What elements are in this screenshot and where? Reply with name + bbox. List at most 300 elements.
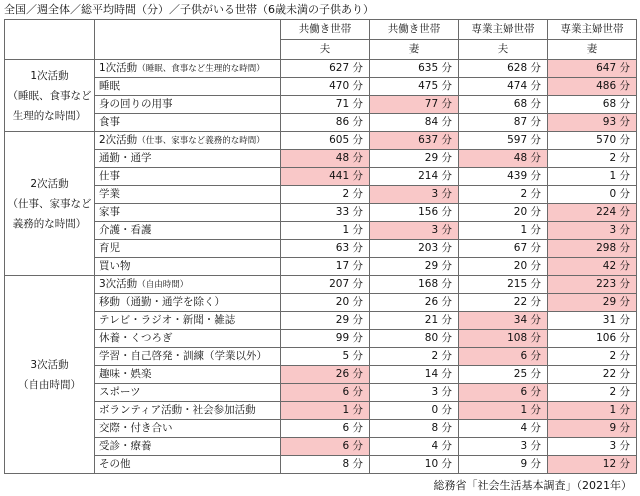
value-number: 6: [342, 386, 350, 398]
row-label-text: 身の回りの用事: [99, 98, 173, 110]
table-row: [5, 114, 637, 132]
value-cell: [370, 258, 459, 276]
row-label: [95, 78, 281, 96]
header-row-1: [5, 20, 637, 40]
value-number: 63: [335, 242, 350, 254]
value-cell: [370, 96, 459, 114]
value-cell: [281, 96, 370, 114]
value-cell: [548, 456, 637, 474]
value-unit: 分: [441, 386, 452, 398]
value-unit: 分: [530, 440, 541, 452]
value-number: 42: [602, 260, 617, 272]
group-label: [5, 276, 95, 474]
value-cell: [459, 186, 548, 204]
table-row: [5, 384, 637, 402]
value-number: 1: [520, 224, 528, 236]
value-cell: [370, 240, 459, 258]
value-unit: 分: [530, 188, 541, 200]
group-label-line: （仕事、家事など: [7, 197, 92, 210]
value-unit: 分: [352, 170, 363, 182]
value-unit: 分: [530, 350, 541, 362]
col-header-2-bottom: 妻: [370, 40, 459, 60]
row-label-note: （仕事、家事など義務的な時間）: [137, 135, 265, 146]
value-unit: 分: [352, 332, 363, 344]
row-label-text: 介護・看護: [99, 224, 152, 236]
value-unit: 分: [619, 440, 630, 452]
value-unit: 分: [441, 224, 452, 236]
row-label: [95, 456, 281, 474]
row-label: [95, 168, 281, 186]
value-cell: [370, 276, 459, 294]
table-row: [5, 330, 637, 348]
value-unit: 分: [441, 296, 452, 308]
value-cell: [370, 348, 459, 366]
value-unit: 分: [619, 332, 630, 344]
value-number: 6: [342, 422, 350, 434]
row-label: [95, 96, 281, 114]
value-number: 439: [507, 170, 528, 182]
table-row: [5, 312, 637, 330]
table-body: [5, 20, 637, 474]
value-number: 0: [609, 188, 617, 200]
value-cell: [459, 114, 548, 132]
col-header-4-top: 専業主婦世帯: [548, 20, 637, 40]
value-number: 605: [329, 134, 350, 146]
value-unit: 分: [530, 98, 541, 110]
value-cell: [370, 78, 459, 96]
value-number: 1: [609, 404, 617, 416]
value-unit: 分: [441, 404, 452, 416]
value-unit: 分: [441, 98, 452, 110]
value-unit: 分: [352, 314, 363, 326]
value-cell: [370, 186, 459, 204]
value-cell: [459, 348, 548, 366]
value-cell: [370, 132, 459, 150]
value-unit: 分: [619, 296, 630, 308]
value-cell: [548, 348, 637, 366]
value-unit: 分: [441, 206, 452, 218]
row-label-text: 休養・くつろぎ: [99, 332, 173, 344]
value-cell: [459, 312, 548, 330]
value-number: 84: [424, 116, 439, 128]
value-number: 3: [609, 440, 617, 452]
value-cell: [459, 384, 548, 402]
value-number: 108: [507, 332, 528, 344]
value-unit: 分: [530, 386, 541, 398]
value-number: 224: [596, 206, 617, 218]
value-cell: [548, 330, 637, 348]
row-label: [95, 438, 281, 456]
row-label: [95, 132, 281, 150]
table-row: [5, 438, 637, 456]
value-cell: [281, 276, 370, 294]
row-label: [95, 402, 281, 420]
value-unit: 分: [441, 278, 452, 290]
row-label-text: テレビ・ラジオ・新聞・雑誌: [99, 314, 236, 326]
value-cell: [459, 150, 548, 168]
value-cell: [281, 366, 370, 384]
value-number: 628: [507, 62, 528, 74]
value-number: 9: [609, 422, 617, 434]
value-unit: 分: [619, 278, 630, 290]
value-cell: [459, 420, 548, 438]
value-unit: 分: [441, 314, 452, 326]
table-row: [5, 366, 637, 384]
value-cell: [459, 258, 548, 276]
row-label-text: 買い物: [99, 260, 131, 272]
value-unit: 分: [530, 134, 541, 146]
header-item: [95, 20, 281, 60]
value-unit: 分: [619, 134, 630, 146]
value-cell: [548, 384, 637, 402]
table-row: [5, 258, 637, 276]
value-number: 2: [609, 350, 617, 362]
value-number: 156: [418, 206, 439, 218]
value-unit: 分: [530, 260, 541, 272]
value-unit: 分: [530, 116, 541, 128]
table-row: [5, 78, 637, 96]
value-number: 68: [602, 98, 617, 110]
value-unit: 分: [619, 314, 630, 326]
group-label-line: 3次活動: [30, 358, 69, 371]
value-unit: 分: [619, 404, 630, 416]
value-cell: [459, 330, 548, 348]
value-cell: [459, 96, 548, 114]
value-number: 2: [520, 188, 528, 200]
value-number: 80: [424, 332, 439, 344]
value-unit: 分: [441, 422, 452, 434]
value-cell: [459, 78, 548, 96]
value-number: 48: [335, 152, 350, 164]
value-unit: 分: [619, 368, 630, 380]
value-cell: [370, 330, 459, 348]
value-cell: [370, 420, 459, 438]
value-number: 215: [507, 278, 528, 290]
value-unit: 分: [441, 242, 452, 254]
value-unit: 分: [530, 368, 541, 380]
row-label-text: 学業: [99, 188, 120, 200]
row-label-text: 通勤・通学: [99, 152, 152, 164]
value-unit: 分: [441, 350, 452, 362]
value-cell: [548, 114, 637, 132]
value-cell: [281, 294, 370, 312]
value-unit: 分: [441, 134, 452, 146]
value-cell: [281, 420, 370, 438]
value-unit: 分: [530, 206, 541, 218]
row-label-text: その他: [99, 458, 131, 470]
value-unit: 分: [530, 152, 541, 164]
value-unit: 分: [352, 116, 363, 128]
value-number: 3: [520, 440, 528, 452]
value-number: 21: [424, 314, 439, 326]
col-header-3-bottom: 夫: [459, 40, 548, 60]
value-cell: [281, 222, 370, 240]
value-cell: [281, 402, 370, 420]
table-row: [5, 222, 637, 240]
value-number: 2: [342, 188, 350, 200]
value-number: 71: [335, 98, 350, 110]
value-cell: [281, 114, 370, 132]
value-number: 627: [329, 62, 350, 74]
value-number: 20: [513, 260, 528, 272]
value-number: 67: [513, 242, 528, 254]
value-cell: [459, 438, 548, 456]
value-number: 203: [418, 242, 439, 254]
row-label: [95, 366, 281, 384]
row-label: [95, 222, 281, 240]
row-label-text: 3次活動: [99, 277, 138, 290]
value-cell: [548, 276, 637, 294]
row-label: [95, 294, 281, 312]
row-label: [95, 420, 281, 438]
value-number: 474: [507, 80, 528, 92]
value-number: 5: [342, 350, 350, 362]
value-unit: 分: [530, 170, 541, 182]
value-cell: [370, 150, 459, 168]
value-cell: [459, 402, 548, 420]
value-unit: 分: [530, 332, 541, 344]
value-cell: [281, 330, 370, 348]
value-number: 34: [513, 314, 528, 326]
value-unit: 分: [619, 224, 630, 236]
value-unit: 分: [530, 404, 541, 416]
col-header-2-top: 共働き世帯: [370, 20, 459, 40]
table-row: [5, 96, 637, 114]
value-unit: 分: [352, 134, 363, 146]
value-number: 2: [609, 386, 617, 398]
value-unit: 分: [441, 260, 452, 272]
value-unit: 分: [352, 188, 363, 200]
value-number: 1: [609, 170, 617, 182]
value-cell: [281, 132, 370, 150]
row-label: [95, 240, 281, 258]
value-number: 12: [602, 458, 617, 470]
table-row: [5, 240, 637, 258]
col-header-1-top: 共働き世帯: [281, 20, 370, 40]
group-label-line: 1次活動: [30, 69, 69, 82]
row-label-text: 受診・療養: [99, 440, 152, 452]
value-cell: [548, 150, 637, 168]
value-cell: [548, 438, 637, 456]
value-unit: 分: [352, 224, 363, 236]
row-label: [95, 186, 281, 204]
value-cell: [370, 366, 459, 384]
value-number: 223: [596, 278, 617, 290]
col-header-1-bottom: 夫: [281, 40, 370, 60]
row-label-text: 交際・付き合い: [99, 422, 173, 434]
value-cell: [281, 384, 370, 402]
value-cell: [548, 96, 637, 114]
value-cell: [459, 204, 548, 222]
value-unit: 分: [352, 440, 363, 452]
value-cell: [370, 384, 459, 402]
value-cell: [281, 186, 370, 204]
value-cell: [281, 456, 370, 474]
col-header-4-bottom: 妻: [548, 40, 637, 60]
value-number: 486: [596, 80, 617, 92]
value-number: 4: [520, 422, 528, 434]
value-number: 8: [431, 422, 439, 434]
value-cell: [370, 114, 459, 132]
value-unit: 分: [619, 80, 630, 92]
value-number: 637: [418, 134, 439, 146]
value-number: 1: [342, 404, 350, 416]
value-cell: [459, 276, 548, 294]
row-label-text: 趣味・娯楽: [99, 368, 152, 380]
value-number: 77: [424, 98, 439, 110]
group-label-line: （睡眠、食事など: [7, 89, 92, 102]
value-number: 48: [513, 152, 528, 164]
value-unit: 分: [619, 350, 630, 362]
value-unit: 分: [352, 62, 363, 74]
row-label-text: 育児: [99, 242, 120, 254]
value-unit: 分: [619, 260, 630, 272]
value-number: 10: [424, 458, 439, 470]
value-number: 29: [602, 296, 617, 308]
value-unit: 分: [530, 62, 541, 74]
value-number: 470: [329, 80, 350, 92]
value-unit: 分: [619, 422, 630, 434]
header-corner: [5, 20, 95, 60]
table-row: [5, 204, 637, 222]
value-number: 6: [520, 350, 528, 362]
value-unit: 分: [352, 152, 363, 164]
row-label-note: （自由時間）: [137, 279, 189, 290]
value-unit: 分: [530, 80, 541, 92]
value-cell: [281, 438, 370, 456]
value-unit: 分: [441, 188, 452, 200]
value-cell: [548, 240, 637, 258]
value-unit: 分: [619, 98, 630, 110]
value-unit: 分: [441, 116, 452, 128]
value-number: 14: [424, 368, 439, 380]
table-row: [5, 168, 637, 186]
group-label-line: 義務的な時間）: [12, 217, 87, 230]
value-number: 2: [431, 350, 439, 362]
row-label-text: 2次活動: [99, 133, 138, 146]
value-cell: [370, 438, 459, 456]
row-label-text: 睡眠: [99, 80, 120, 92]
group-label: [5, 132, 95, 276]
value-cell: [548, 420, 637, 438]
value-number: 635: [418, 62, 439, 74]
value-number: 22: [513, 296, 528, 308]
row-label: [95, 384, 281, 402]
value-number: 87: [513, 116, 528, 128]
value-unit: 分: [530, 242, 541, 254]
table-row: [5, 132, 637, 150]
value-number: 207: [329, 278, 350, 290]
table-row: [5, 60, 637, 78]
value-unit: 分: [352, 386, 363, 398]
value-unit: 分: [352, 242, 363, 254]
time-use-table: [4, 19, 637, 474]
value-unit: 分: [619, 242, 630, 254]
row-label-text: スポーツ: [99, 386, 141, 398]
table-row: [5, 276, 637, 294]
table-row: [5, 150, 637, 168]
value-cell: [459, 168, 548, 186]
page-caption: 全国／週全体／総平均時間（分）／子供がいる世帯（6歳未満の子供あり）: [4, 3, 374, 16]
value-cell: [459, 132, 548, 150]
row-label-text: ボランティア活動・社会参加活動: [99, 404, 256, 416]
row-label: [95, 312, 281, 330]
value-cell: [459, 456, 548, 474]
value-number: 0: [431, 404, 439, 416]
row-label: [95, 330, 281, 348]
value-unit: 分: [619, 458, 630, 470]
value-cell: [548, 402, 637, 420]
row-label-note: （睡眠、食事など生理的な時間）: [137, 63, 265, 74]
value-cell: [370, 294, 459, 312]
table-row: [5, 456, 637, 474]
value-unit: 分: [619, 170, 630, 182]
value-number: 106: [596, 332, 617, 344]
source-note: 総務省「社会生活基本調査」（2021年）: [433, 479, 632, 492]
value-cell: [459, 240, 548, 258]
value-number: 441: [329, 170, 350, 182]
value-number: 68: [513, 98, 528, 110]
value-cell: [548, 294, 637, 312]
value-cell: [370, 222, 459, 240]
value-number: 86: [335, 116, 350, 128]
value-unit: 分: [619, 62, 630, 74]
value-cell: [281, 204, 370, 222]
row-label-text: 移動（通勤・通学を除く）: [99, 296, 225, 308]
value-cell: [548, 204, 637, 222]
value-number: 3: [431, 224, 439, 236]
value-cell: [281, 348, 370, 366]
table-row: [5, 186, 637, 204]
value-number: 26: [335, 368, 350, 380]
value-unit: 分: [352, 206, 363, 218]
value-cell: [281, 168, 370, 186]
value-unit: 分: [352, 278, 363, 290]
value-number: 17: [335, 260, 350, 272]
row-label: [95, 348, 281, 366]
value-unit: 分: [352, 260, 363, 272]
value-number: 33: [335, 206, 350, 218]
value-unit: 分: [619, 206, 630, 218]
row-label: [95, 204, 281, 222]
value-cell: [370, 168, 459, 186]
value-cell: [370, 456, 459, 474]
value-cell: [548, 168, 637, 186]
value-unit: 分: [441, 80, 452, 92]
value-cell: [370, 312, 459, 330]
value-cell: [459, 366, 548, 384]
value-number: 1: [520, 404, 528, 416]
value-cell: [281, 60, 370, 78]
value-number: 2: [609, 152, 617, 164]
value-unit: 分: [619, 152, 630, 164]
value-cell: [548, 258, 637, 276]
value-unit: 分: [530, 458, 541, 470]
table-row: [5, 348, 637, 366]
value-number: 93: [602, 116, 617, 128]
value-unit: 分: [619, 116, 630, 128]
value-unit: 分: [619, 188, 630, 200]
value-number: 168: [418, 278, 439, 290]
value-cell: [548, 366, 637, 384]
value-unit: 分: [441, 458, 452, 470]
value-cell: [548, 186, 637, 204]
value-number: 6: [342, 440, 350, 452]
row-label-text: 食事: [99, 116, 120, 128]
table-row: [5, 294, 637, 312]
value-unit: 分: [441, 152, 452, 164]
value-unit: 分: [352, 422, 363, 434]
